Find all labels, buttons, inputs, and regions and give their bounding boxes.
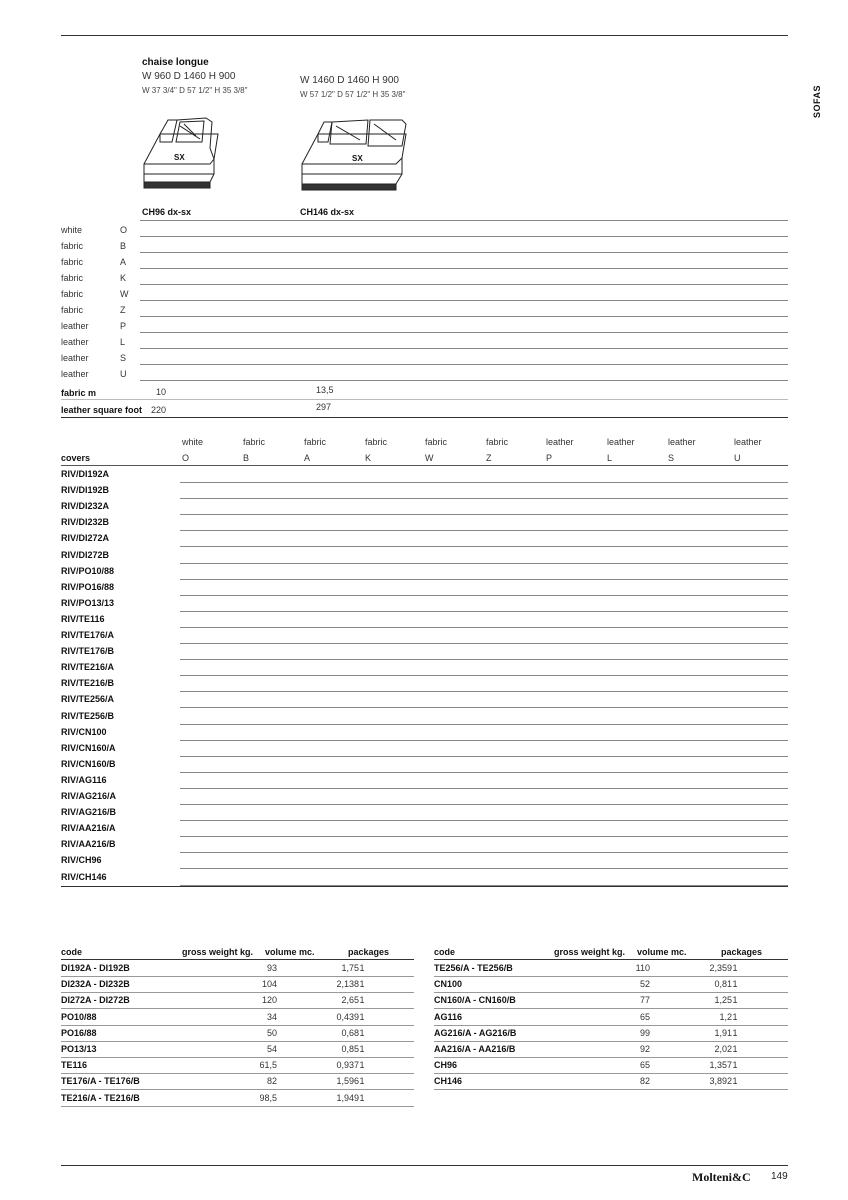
covers-row-code: RIV/CN160/A	[61, 742, 116, 753]
packing-packages: 1	[732, 1011, 738, 1022]
sx-label: SX	[352, 154, 363, 163]
packing-header-packages: packages	[721, 947, 763, 957]
covers-row-line	[180, 804, 788, 805]
material-code: U	[120, 369, 127, 379]
packing-row-line	[61, 976, 414, 977]
covers-col-name: fabric	[365, 437, 388, 447]
packing-code: CH146	[434, 1076, 463, 1087]
packing-row-line	[434, 1073, 788, 1074]
product-dimensions-imperial: W 37 3/4" D 57 1/2" H 35 3/8"	[142, 86, 248, 95]
packing-packages: 1	[359, 1060, 365, 1071]
product-dimensions-metric: W 960 D 1460 H 900	[142, 71, 236, 82]
packing-packages: 1	[359, 1092, 365, 1103]
top-rule	[61, 35, 788, 36]
covers-col-name: fabric	[243, 437, 266, 447]
product-dimensions-metric: W 1460 D 1460 H 900	[300, 75, 399, 86]
material-code: A	[120, 257, 127, 267]
packing-code: PO16/88	[61, 1027, 97, 1038]
packing-row-line	[61, 1057, 414, 1058]
covers-row-line	[180, 579, 788, 580]
packing-header-volume: volume mc.	[265, 947, 315, 957]
covers-col-name: leather	[546, 437, 574, 447]
packing-volume: 0,937	[336, 1060, 359, 1071]
covers-col-code: P	[546, 453, 553, 463]
covers-row-line	[180, 498, 788, 499]
packing-code: AG116	[434, 1011, 463, 1022]
packing-packages: 1	[359, 1044, 365, 1054]
covers-row-code: RIV/TE216/A	[61, 662, 115, 673]
packing-code: DI272A - DI272B	[61, 995, 130, 1006]
material-name: leather	[61, 353, 89, 363]
fabric-m-value: 10	[156, 387, 167, 397]
packing-row-line	[434, 992, 788, 993]
covers-col-name: white	[182, 437, 204, 447]
product-code: CH146 dx-sx	[300, 207, 355, 217]
packing-header-volume: volume mc.	[637, 947, 687, 957]
material-code: W	[120, 289, 129, 299]
packing-packages: 1	[732, 1027, 738, 1038]
packing-header-packages: packages	[348, 947, 390, 957]
covers-row-code: RIV/AG216/A	[61, 791, 117, 801]
covers-row-line	[180, 707, 788, 708]
covers-row-code: RIV/AG216/B	[61, 807, 117, 818]
packing-row-line	[434, 1089, 788, 1090]
packing-code: PO13/13	[61, 1044, 97, 1054]
covers-row-code: RIV/DI232A	[61, 501, 110, 512]
covers-row-line	[180, 611, 788, 612]
packing-weight: 50	[266, 1027, 277, 1038]
brand-logo: Molteni&C	[692, 1170, 751, 1184]
packing-weight: 120	[261, 995, 277, 1006]
covers-row-code: RIV/CN100	[61, 726, 107, 737]
material-code: K	[120, 273, 127, 283]
packing-header-weight: gross weight kg.	[182, 947, 254, 957]
material-name: fabric	[61, 273, 84, 283]
packing-weight: 82	[639, 1076, 650, 1087]
covers-row-line	[180, 563, 788, 564]
material-name: leather	[61, 369, 89, 379]
packing-volume: 2,359	[709, 963, 732, 973]
material-code: Z	[120, 305, 126, 315]
leather-sqft-label: leather square foot	[61, 405, 143, 415]
material-name: leather	[61, 321, 89, 331]
packing-code: PO10/88	[61, 1011, 97, 1022]
covers-col-code: K	[365, 453, 372, 463]
packing-row-line	[61, 1073, 414, 1074]
packing-weight: 104	[261, 979, 277, 990]
covers-row-code: RIV/DI272B	[61, 549, 110, 560]
covers-row-line	[180, 788, 788, 789]
covers-col-code: U	[734, 453, 741, 463]
packing-weight: 98,5	[259, 1092, 277, 1103]
packing-packages: 1	[359, 979, 365, 990]
product-name: chaise longue	[142, 57, 209, 68]
covers-row-line	[180, 643, 788, 644]
material-name: white	[61, 225, 83, 235]
packing-row-line	[434, 1008, 788, 1009]
leather-sqft-value: 297	[316, 402, 332, 412]
chaise-longue-ch96-drawing	[140, 112, 225, 194]
covers-row-line	[180, 724, 788, 725]
covers-row-line	[180, 546, 788, 547]
product-dimensions-imperial: W 57 1/2" D 57 1/2" H 35 3/8"	[300, 90, 406, 99]
covers-row-line	[180, 530, 788, 531]
covers-row-code: RIV/DI192A	[61, 469, 110, 479]
covers-col-code: O	[182, 453, 190, 463]
packing-code: TE176/A - TE176/B	[61, 1076, 140, 1087]
covers-row-line	[180, 514, 788, 515]
covers-row-line	[180, 595, 788, 596]
packing-volume: 1,75	[341, 963, 359, 973]
packing-code: TE256/A - TE256/B	[434, 963, 513, 973]
packing-packages: 1	[732, 1076, 738, 1087]
packing-row-line	[61, 1041, 414, 1042]
packing-packages: 1	[732, 979, 738, 990]
section-side-label: SOFAS	[812, 84, 822, 118]
packing-weight: 93	[266, 963, 277, 973]
covers-row-code: RIV/TE176/B	[61, 646, 115, 657]
covers-title: covers	[61, 453, 91, 463]
packing-row-line	[61, 1025, 414, 1026]
covers-col-name: leather	[607, 437, 635, 447]
covers-row-code: RIV/PO10/88	[61, 565, 115, 576]
packing-packages: 1	[359, 1076, 365, 1087]
covers-col-name: fabric	[304, 437, 327, 447]
covers-row-line	[180, 627, 788, 628]
packing-code: DI192A - DI192B	[61, 963, 130, 973]
material-code: L	[120, 337, 126, 347]
covers-row-line	[180, 740, 788, 741]
covers-row-code: RIV/CH146	[61, 871, 107, 882]
packing-packages: 1	[732, 963, 738, 973]
packing-volume: 0,68	[341, 1027, 359, 1038]
packing-volume: 1,25	[714, 995, 732, 1006]
covers-col-code: S	[668, 453, 675, 463]
packing-header-weight: gross weight kg.	[554, 947, 626, 957]
packing-weight: 61,5	[259, 1060, 277, 1071]
material-name: fabric	[61, 305, 84, 315]
packing-volume: 1,2	[719, 1011, 732, 1022]
packing-row-line	[434, 1025, 788, 1026]
packing-volume: 3,892	[709, 1076, 732, 1087]
covers-row-line	[180, 852, 788, 853]
packing-volume: 2,02	[714, 1044, 732, 1054]
material-name: fabric	[61, 257, 84, 267]
packing-row-line	[61, 1008, 414, 1009]
leather-sqft-value: 220	[151, 405, 167, 415]
packing-volume: 0,439	[336, 1011, 359, 1022]
covers-col-name: leather	[734, 437, 762, 447]
packing-packages: 1	[732, 1060, 738, 1071]
packing-code: CN160/A - CN160/B	[434, 995, 516, 1006]
covers-row-line	[180, 820, 788, 821]
packing-volume: 1,357	[709, 1060, 732, 1071]
packing-weight: 99	[639, 1027, 650, 1038]
covers-col-code: Z	[486, 453, 492, 463]
packing-volume: 0,81	[714, 979, 732, 990]
covers-row-line	[180, 482, 788, 483]
packing-code: CN100	[434, 979, 463, 990]
covers-col-code: B	[243, 453, 250, 463]
covers-row-code: RIV/TE116	[61, 613, 105, 624]
packing-volume: 2,65	[341, 995, 359, 1006]
covers-row-code: RIV/CN160/B	[61, 758, 116, 769]
material-name: leather	[61, 337, 89, 347]
packing-weight: 77	[639, 995, 650, 1006]
packing-code: TE116	[61, 1060, 88, 1071]
packing-volume: 0,85	[341, 1044, 359, 1054]
packing-weight: 54	[266, 1044, 277, 1054]
packing-row-line	[434, 1041, 788, 1042]
packing-packages: 1	[732, 995, 738, 1006]
packing-header-code: code	[61, 947, 83, 957]
packing-code: TE216/A - TE216/B	[61, 1092, 140, 1103]
packing-weight: 65	[639, 1060, 650, 1071]
covers-row-line	[180, 756, 788, 757]
material-code: B	[120, 241, 127, 251]
packing-weight: 65	[639, 1011, 650, 1022]
packing-weight: 92	[639, 1044, 650, 1054]
covers-col-code: A	[304, 453, 311, 463]
covers-bottom-rule	[61, 886, 788, 887]
packing-row-line	[434, 1057, 788, 1058]
page-number: 149	[771, 1171, 788, 1182]
covers-row-code: RIV/TE256/B	[61, 710, 115, 721]
material-name: fabric	[61, 241, 84, 251]
packing-volume: 2,138	[336, 979, 359, 990]
packing-row-line	[61, 1089, 414, 1090]
covers-row-code: RIV/AA216/A	[61, 823, 116, 834]
covers-col-name: fabric	[486, 437, 509, 447]
material-code: O	[120, 225, 128, 235]
covers-col-name: leather	[668, 437, 696, 447]
packing-volume: 1,949	[336, 1092, 359, 1103]
chaise-longue-ch146-drawing	[298, 114, 413, 194]
packing-packages: 1	[732, 1044, 738, 1054]
covers-row-line	[180, 659, 788, 660]
covers-row-line	[180, 772, 788, 773]
covers-row-code: RIV/TE216/B	[61, 678, 115, 689]
packing-weight: 34	[266, 1011, 277, 1022]
covers-row-code: RIV/AA216/B	[61, 839, 116, 850]
packing-packages: 1	[359, 1011, 365, 1022]
packing-header-code: code	[434, 947, 456, 957]
material-name: fabric	[61, 289, 84, 299]
covers-row-code: RIV/TE176/A	[61, 630, 115, 640]
packing-row-line	[61, 1106, 414, 1107]
packing-code: AA216/A - AA216/B	[434, 1044, 516, 1054]
covers-row-line	[180, 836, 788, 837]
packing-row-line	[434, 976, 788, 977]
packing-packages: 1	[359, 963, 365, 973]
packing-volume: 1,91	[714, 1027, 732, 1038]
covers-col-code: W	[425, 453, 434, 463]
covers-row-code: RIV/CH96	[61, 855, 102, 866]
packing-volume: 1,596	[336, 1076, 359, 1087]
materials-bottom-rule	[61, 417, 788, 418]
packing-code: CH96	[434, 1060, 458, 1071]
covers-row-line	[180, 691, 788, 692]
covers-row-code: RIV/DI192B	[61, 485, 110, 496]
covers-row-line	[180, 675, 788, 676]
fabric-m-value: 13,5	[316, 385, 334, 395]
packing-packages: 1	[359, 995, 365, 1006]
covers-row-code: RIV/DI232B	[61, 517, 110, 528]
sx-label: SX	[174, 153, 185, 162]
covers-col-code: L	[607, 453, 613, 463]
covers-row-code: RIV/TE256/A	[61, 694, 115, 705]
packing-code: DI232A - DI232B	[61, 979, 130, 990]
packing-code: AG216/A - AG216/B	[434, 1027, 517, 1038]
material-code: S	[120, 353, 127, 363]
packing-row-line	[61, 992, 414, 993]
covers-row-code: RIV/PO13/13	[61, 597, 115, 608]
covers-row-code: RIV/AG116	[61, 774, 107, 785]
covers-row-code: RIV/PO16/88	[61, 581, 115, 592]
material-code: P	[120, 321, 127, 331]
covers-row-code: RIV/DI272A	[61, 533, 110, 544]
product-code: CH96 dx-sx	[142, 207, 192, 217]
fabric-m-label: fabric m	[61, 388, 97, 398]
packing-packages: 1	[359, 1027, 365, 1038]
packing-weight: 52	[639, 979, 650, 990]
footer-rule	[61, 1165, 788, 1166]
covers-col-name: fabric	[425, 437, 448, 447]
covers-row-line	[180, 868, 788, 869]
packing-weight: 82	[266, 1076, 277, 1087]
packing-weight: 110	[635, 963, 650, 973]
